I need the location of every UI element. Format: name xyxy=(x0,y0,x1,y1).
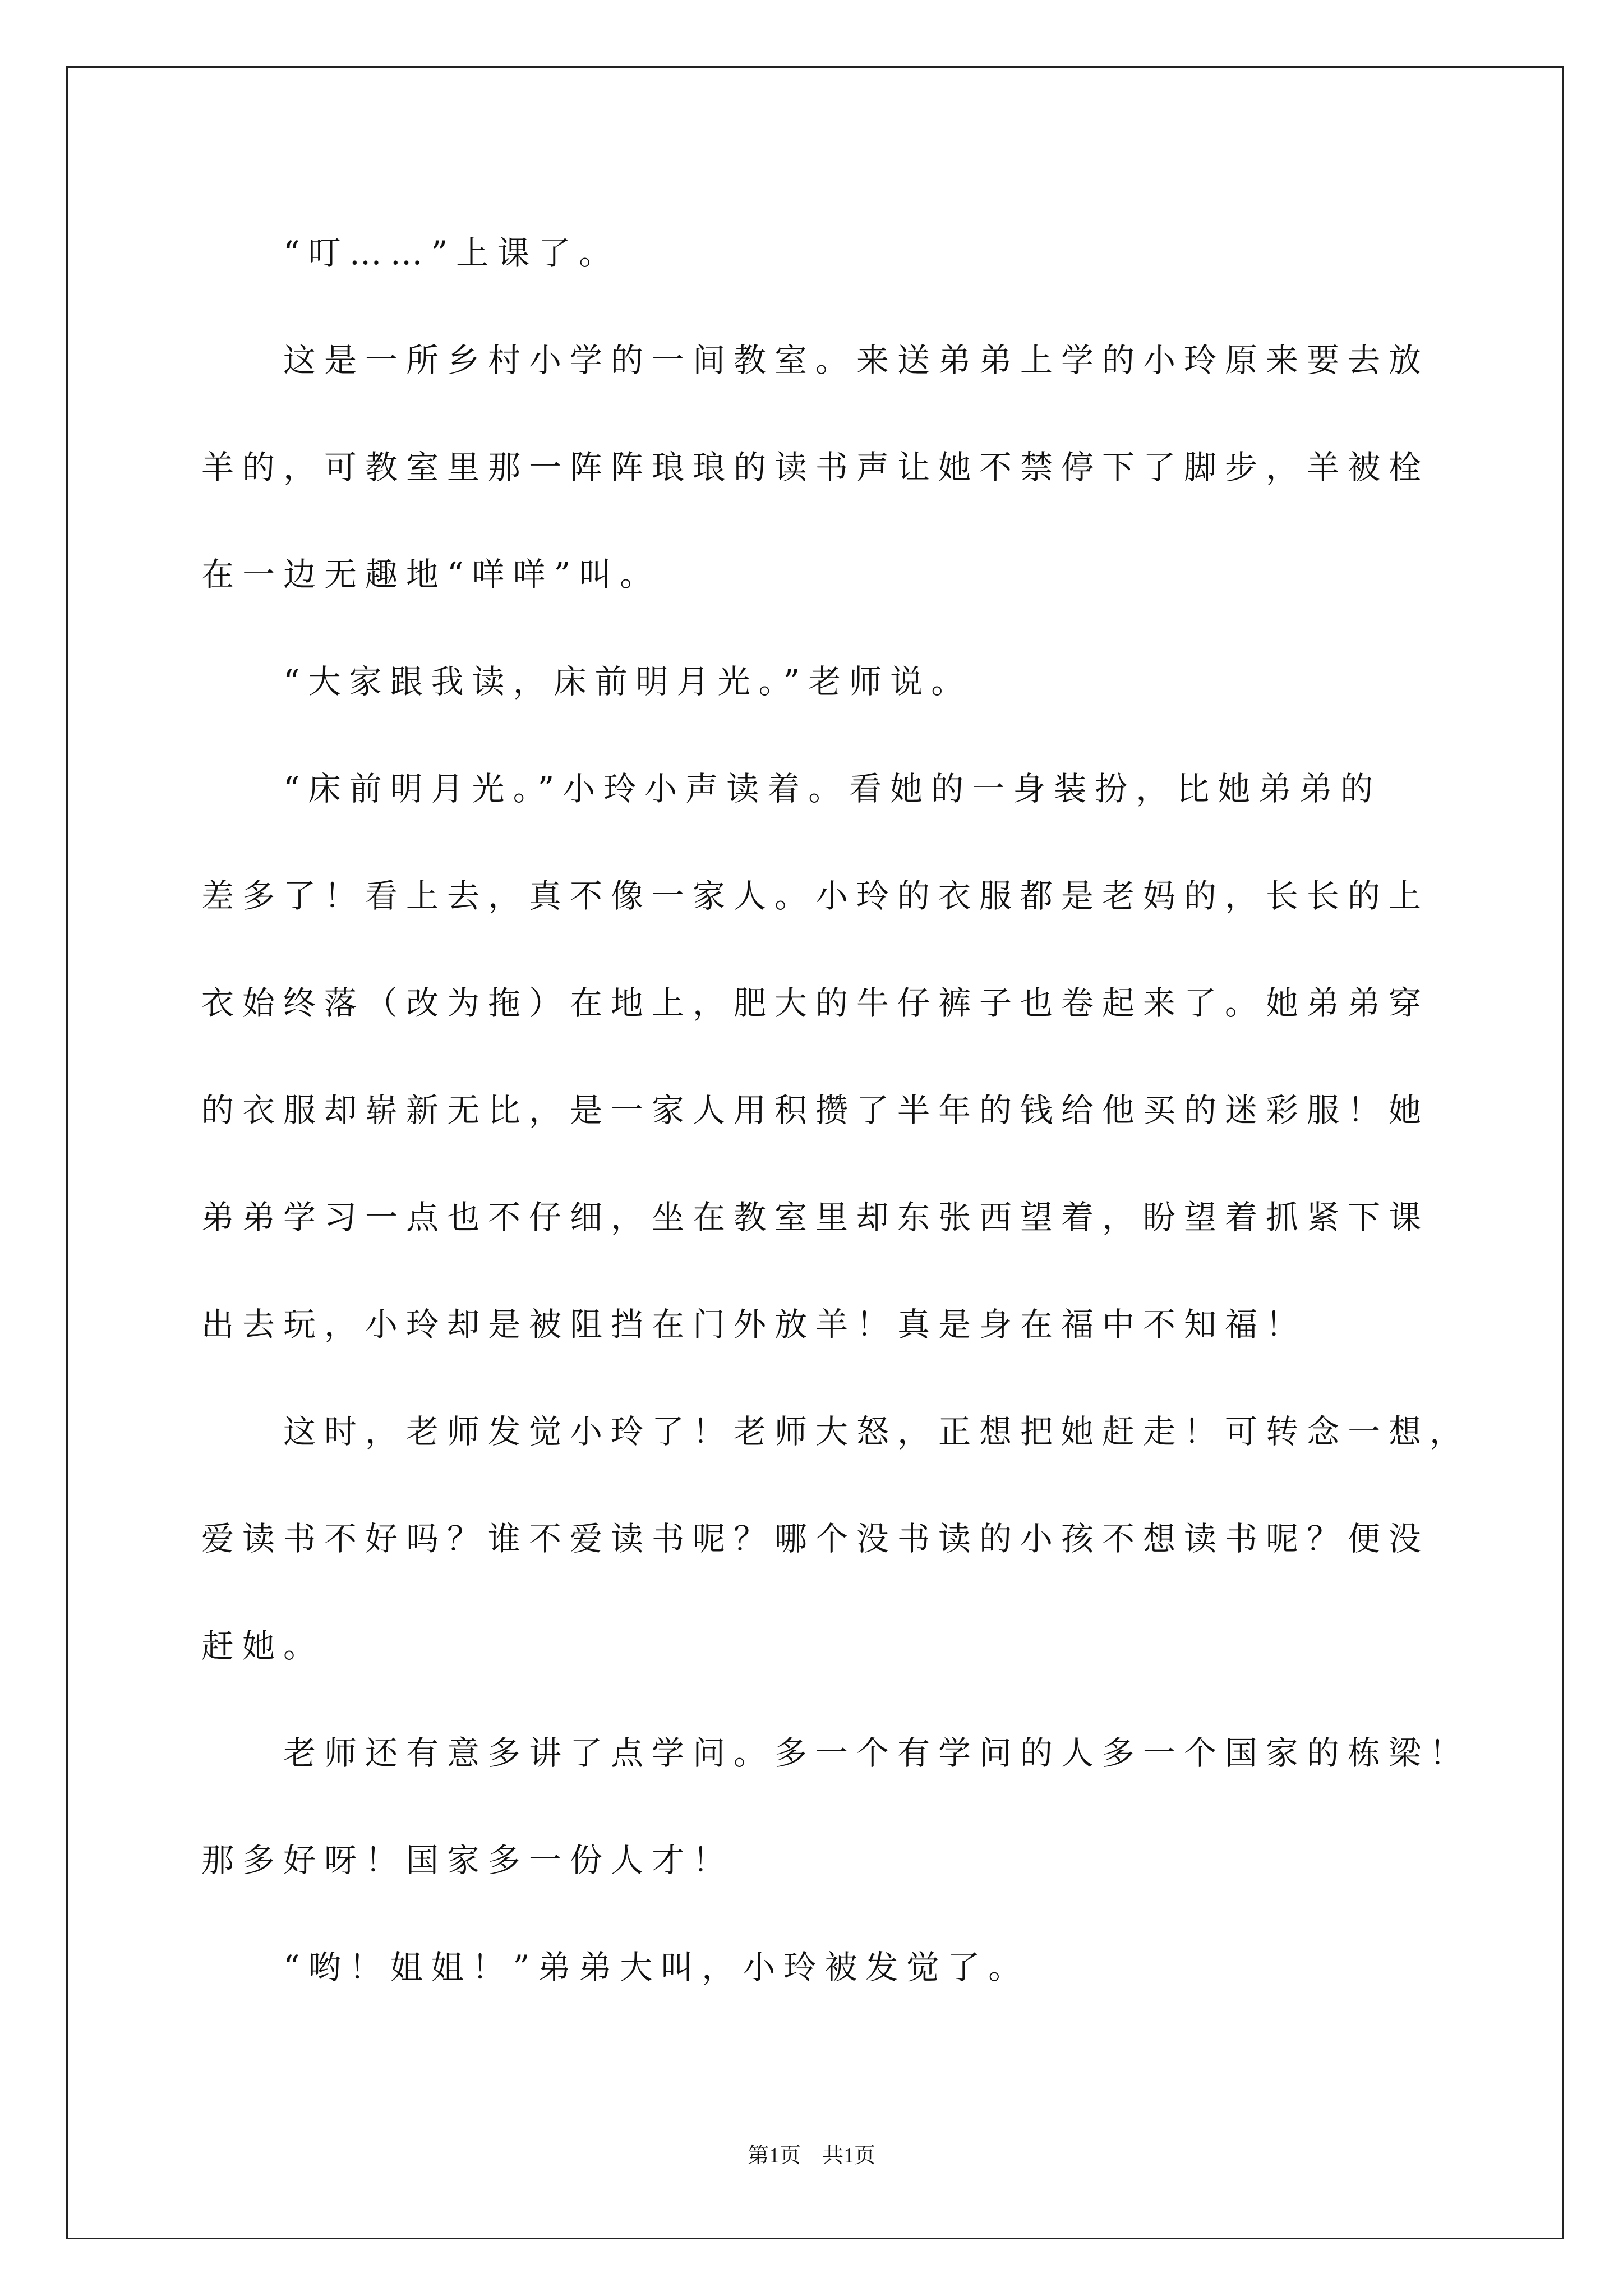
document-body xyxy=(201,200,1514,2021)
text-line: 这时，老师发觉小玲了！老师大怒，正想把她赶走！可转念一想， xyxy=(283,1412,1471,1451)
paragraph xyxy=(201,628,1514,735)
paragraph xyxy=(201,735,1514,1378)
text-line: 在一边无趣地“咩咩”叫。 xyxy=(201,555,661,593)
text-line: “叮……”上课了。 xyxy=(283,234,620,272)
text-line: 羊的，可教室里那一阵阵琅琅的读书声让她不禁停下了脚步，羊被栓 xyxy=(201,448,1430,486)
page-number-footer: 第1页 共1页 xyxy=(747,2144,875,2168)
text-line: 那多好呀！国家多一份人才！ xyxy=(201,1841,734,1879)
paragraph xyxy=(201,1378,1514,1700)
text-line: “床前明月光。”小玲小声读着。看她的一身装扮，比她弟弟的 xyxy=(283,770,1382,808)
text-line: 差多了！看上去，真不像一家人。小玲的衣服都是老妈的，长长的上 xyxy=(201,877,1430,915)
text-line: “大家跟我读，床前明月光。”老师说。 xyxy=(283,662,972,701)
paragraph xyxy=(201,1700,1514,1914)
text-line: 弟弟学习一点也不仔细，坐在教室里却东张西望着，盼望着抓紧下课 xyxy=(201,1198,1430,1236)
paragraph xyxy=(201,307,1514,628)
text-line: 衣始终落（改为拖）在地上，肥大的牛仔裤子也卷起来了。她弟弟穿 xyxy=(201,984,1430,1022)
text-line: 老师还有意多讲了点学问。多一个有学问的人多一个国家的栋梁！ xyxy=(283,1734,1471,1772)
text-line: 出去玩，小玲却是被阻挡在门外放羊！真是身在福中不知福！ xyxy=(201,1305,1307,1343)
text-line: 赶她。 xyxy=(201,1627,325,1665)
text-line: 的衣服却崭新无比，是一家人用积攒了半年的钱给他买的迷彩服！她 xyxy=(201,1091,1430,1129)
paragraph xyxy=(201,1914,1514,2021)
paragraph xyxy=(201,200,1514,307)
text-line: “哟！姐姐！”弟弟大叫，小玲被发觉了。 xyxy=(283,1948,1030,1986)
text-line: 这是一所乡村小学的一间教室。来送弟弟上学的小玲原来要去放 xyxy=(283,341,1430,379)
text-line: 爱读书不好吗？谁不爱读书呢？哪个没书读的小孩不想读书呢？便没 xyxy=(201,1520,1430,1558)
